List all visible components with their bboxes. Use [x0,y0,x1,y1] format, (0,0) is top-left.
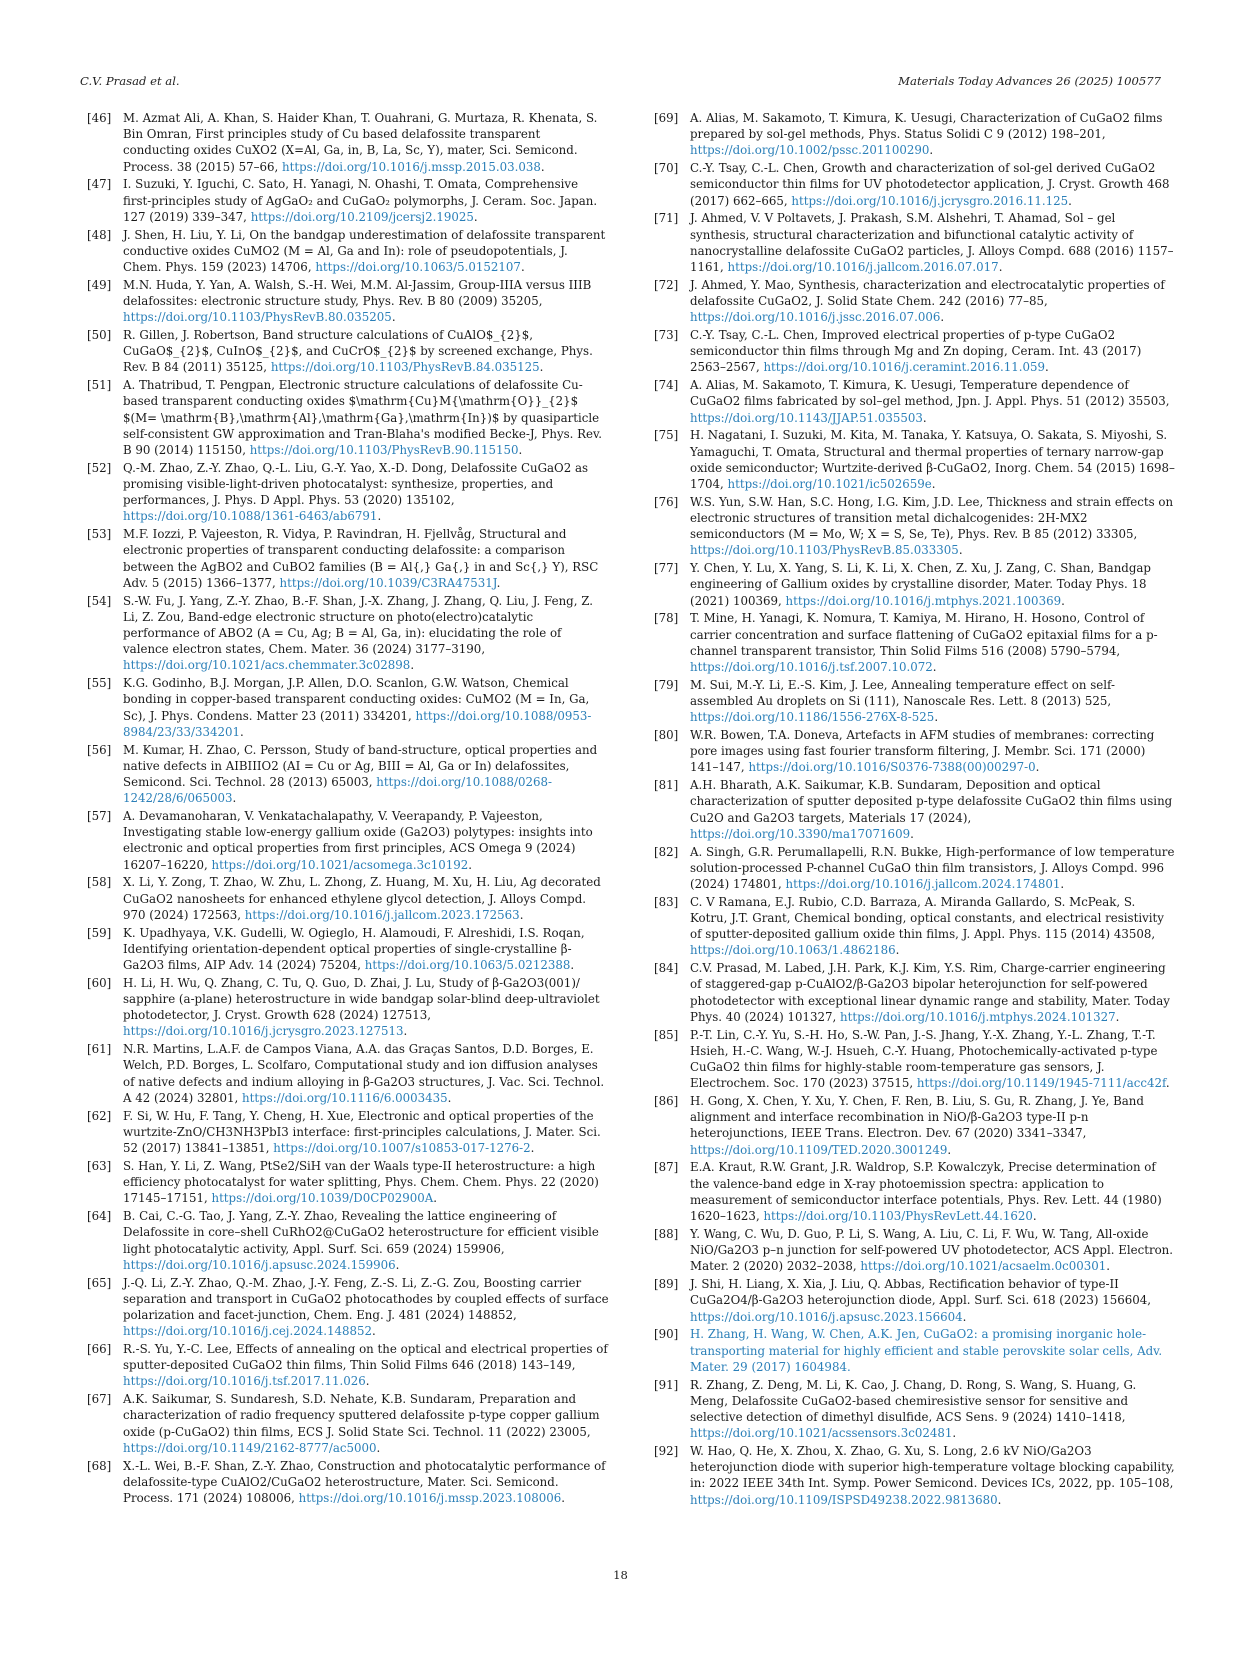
doi-link[interactable]: https://doi.org/10.1021/acs.chemmater.3c02898 [123,658,411,673]
doi-link[interactable]: https://doi.org/10.1021/acsaelm.0c00301 [860,1259,1107,1274]
doi-link[interactable]: https://doi.org/10.1016/j.apsusc.2023.156604 [690,1309,963,1324]
reference-end-punctuation: . [403,1024,408,1039]
reference-text: A. Singh, G.R. Perumallapelli, R.N. Bukke, High-performance of low temperature solution-processed P-channel CuGaO thin film transistors, J. Alloys Compd. 996 (2024) 174801, [690,844,1175,892]
reference-text[interactable]: H. Zhang, H. Wang, W. Chen, A.K. Jen, CuGaO2: a promising inorganic hole-transporting material for highly efficient and stable perovskite solar cells, Adv. Mater. 29 (2017) 1604984. [690,1327,1163,1374]
reference-item [87,925,609,974]
reference-item [87,176,609,225]
reference-end-punctuation: . [540,159,545,174]
reference-end-punctuation: . [1068,193,1072,208]
doi-link[interactable]: https://doi.org/10.1088/0268-1242/28/6/065003 [123,775,553,806]
reference-end-punctuation: . [940,310,945,325]
reference-number: [64] [87,1209,112,1224]
reference-number: [68] [87,1458,112,1473]
doi-link[interactable]: https://doi.org/10.1016/j.tsf.2007.10.072 [690,660,933,675]
reference-end-punctuation: . [433,1191,438,1206]
reference-end-punctuation: . [391,310,396,325]
reference-text: S. Han, Y. Li, Z. Wang, PtSe2/SiH van der Waals type-II heterostructure: a high efficiency photocatalyst for water splitting, Phys. Chem. Chem. Phys. 22 (2020) 17145–17151, [123,1158,599,1206]
reference-end-punctuation: . [410,658,415,673]
reference-end-punctuation: . [958,543,963,558]
doi-link[interactable]: https://doi.org/10.1103/PhysRevB.80.035205 [123,310,392,325]
doi-link[interactable]: https://doi.org/10.1016/j.mssp.2023.108006 [298,1490,562,1505]
reference-number: [62] [87,1108,112,1123]
reference-item [654,377,1176,426]
reference-item [654,427,1176,492]
reference-text: Y. Wang, C. Wu, D. Guo, P. Li, S. Wang, A. Liu, C. Li, F. Wu, W. Tang, All-oxide NiO/Ga2O3 p–n junction for self-powered UV photodetector, ACS Appl. Electron. Mater. 2 (2020) 2032–2038, [690,1226,1174,1274]
page-number: 18 [613,1568,628,1582]
doi-link[interactable]: https://doi.org/10.1149/2162-8777/ac5000 [123,1440,377,1455]
reference-number: [65] [87,1275,112,1290]
reference-item [654,844,1176,893]
reference-text: B. Cai, C.-G. Tao, J. Yang, Z.-Y. Zhao, Revealing the lattice engineering of Delafossite in core–shell CuRhO2@CuGaO2 heterostructure for efficient visible light photocatalytic activity, Appl. Surf. Sci. 659 (2024) 159906, [123,1209,599,1256]
reference-text: W.S. Yun, S.W. Han, S.C. Hong, I.G. Kim, J.D. Lee, Thickness and strain effects on electronic structures of transition metal dichalcogenides: 2H-MX2 semiconductors (M = Mo, W; X = S, Se, Te), Phys. Rev. B 85 (2012) 33305, [690,494,1174,542]
reference-item [654,494,1176,559]
doi-link[interactable]: https://doi.org/10.1016/j.jallcom.2016.07.017 [727,260,999,275]
doi-link[interactable]: https://doi.org/10.1063/5.0212388 [364,958,571,973]
reference-number: [57] [87,809,112,824]
reference-number: [83] [654,894,679,909]
doi-link[interactable]: https://doi.org/10.1016/j.apsusc.2024.159906 [123,1257,396,1272]
doi-link[interactable]: https://doi.org/10.1149/1945-7111/acc42f [916,1076,1166,1091]
reference-item [654,160,1176,209]
reference-text: C.-Y. Tsay, C.-L. Chen, Improved electrical properties of p-type CuGaO2 semiconductor thin films through Mg and Zn doping, Ceram. Int. 43 (2017) 2563–2567, [690,328,1142,375]
reference-item [87,1391,609,1456]
reference-text: M. Kumar, H. Zhao, C. Persson, Study of band-structure, optical properties and native defects in AIBIIIO2 (AI = Cu or Ag, BIII = Al, Ga or In) delafossites, Semicond. Sci. Technol. 28 (2013) 65003, [123,742,598,790]
reference-number: [55] [87,676,112,691]
reference-number: [63] [87,1158,112,1173]
doi-link[interactable]: https://doi.org/10.1016/j.jallcom.2023.172563 [244,907,520,922]
reference-number: [48] [87,227,112,242]
reference-number: [90] [654,1327,679,1342]
reference-end-punctuation: . [1115,1009,1120,1024]
reference-item [87,593,609,674]
reference-end-punctuation: . [998,260,1003,275]
reference-number: [67] [87,1392,112,1407]
reference-item [654,960,1176,1025]
reference-end-punctuation: . [496,575,501,590]
reference-item [87,327,609,376]
reference-number: [59] [87,925,112,940]
doi-link[interactable]: https://doi.org/10.1063/5.0152107 [315,260,521,275]
doi-link[interactable]: https://doi.org/10.1039/C3RA47531J [279,575,497,590]
reference-number: [74] [654,378,679,393]
reference-end-punctuation: . [947,1142,952,1157]
doi-link[interactable]: https://doi.org/10.1021/acsomega.3c10192 [211,857,469,872]
reference-end-punctuation: . [519,907,524,922]
reference-text: H. Nagatani, I. Suzuki, M. Kita, M. Tanaka, Y. Katsuya, O. Sakata, S. Miyoshi, S. Yamaguchi, T. Omata, Structural and thermal properties of ternary narrow-gap oxide semiconductor; Wurtzite-derived β-CuGaO2, Inorg. Chem. 54 (2015) 1698–1704, [690,428,1175,492]
doi-link[interactable]: https://doi.org/10.1002/pssc.201100290 [690,143,930,158]
reference-item [654,1377,1176,1442]
reference-text: C. V Ramana, E.J. Rubio, C.D. Barraza, A. Miranda Gallardo, S. McPeak, S. Kotru, J.T. Grant, Chemical bonding, optical constants, and electrical resistivity of sputter-deposited gallium oxide thin films, J. Appl. Phys. 115 (2014) 43508, [690,894,1164,942]
reference-number: [77] [654,561,679,576]
doi-link[interactable]: https://doi.org/10.1016/j.jallcom.2024.174801 [785,877,1061,892]
reference-text: M. Azmat Ali, A. Khan, S. Haider Khan, T. Ouahrani, G. Murtaza, R. Khenata, S. Bin Omran, First principles study of Cu based delafossite transparent conducting oxides CuXO2 (X=Al, Ga, in, B, La, Sc, Y), mater, Sci. Semicond. Process. 38 (2015) 57–66, [123,111,598,174]
reference-item [87,808,609,873]
reference-text: X.-L. Wei, B.-F. Shan, Z.-Y. Zhao, Construction and photocatalytic performance of delafossite-type CuAlO2/CuGaO2 heterostructure, Mater. Sci. Semicond. Process. 171 (2024) 108006, [123,1458,606,1505]
reference-end-punctuation: . [931,477,936,492]
reference-end-punctuation: . [997,1492,1002,1507]
reference-text: M.F. Iozzi, P. Vajeeston, R. Vidya, P. Ravindran, H. Fjellvåg, Structural and electronic properties of transparent conducting delafossite: a comparison between the AgBO2 and CuBO2 families (B = Al{,} Ga{,} in and Sc{,} Y), RSC Adv. 5 (2015) 1366–1377, [123,527,599,590]
reference-text: J. Ahmed, V. V Poltavets, J. Prakash, S.M. Alshehri, T. Ahamad, Sol – gel synthesis, structural characterization and bifunctional catalytic activity of nanocrystalline delafossite CuGaO2 particles, J. Alloys Compd. 688 (2016) 1157–1161, [690,211,1174,275]
reference-item [654,727,1176,776]
reference-item [654,210,1176,275]
reference-item [654,277,1176,326]
reference-end-punctuation: . [1106,1259,1110,1274]
reference-number: [53] [87,527,112,542]
reference-end-punctuation: . [376,1440,381,1455]
reference-number: [56] [87,742,112,757]
reference-text: Y. Chen, Y. Lu, X. Yang, S. Li, K. Li, X. Chen, Z. Xu, J. Zang, C. Shan, Bandgap engineering of Gallium oxides by crystalline disorder, Mater. Today Phys. 18 (2021) 100369, [690,561,1151,608]
reference-item [87,1208,609,1273]
reference-text: W. Hao, Q. He, X. Zhou, X. Zhao, G. Xu, S. Long, 2.6 kV NiO/Ga2O3 heterojunction diode with superior high-temperature voltage blocking capability, in: 2022 IEEE 34th Int. Symp. Power Semicond. Devices ICs, 2022, pp. 105–108, [690,1443,1175,1491]
reference-text: M.N. Huda, Y. Yan, A. Walsh, S.-H. Wei, M.M. Al-Jassim, Group-IIIA versus IIIB delafossites: electronic structure study, Phys. Rev. B 80 (2009) 35205, [123,277,592,309]
doi-link[interactable]: https://doi.org/10.2109/jcersj2.19025 [250,209,474,224]
doi-link[interactable]: https://doi.org/10.3390/ma17071609 [690,826,911,841]
doi-link[interactable]: https://doi.org/10.1016/j.jcrysgro.2016.11.125 [791,193,1069,208]
reference-text: R. Gillen, J. Robertson, Band structure calculations of CuAlO$_{2}$, CuGaO$_{2}$, CuInO$_{2}$, and CuCrO$_{2}$ by screened exchange, Phys. Rev. B 84 (2011) 35125, [123,328,593,375]
reference-end-punctuation: . [539,360,544,375]
reference-number: [82] [654,844,679,859]
reference-number: [76] [654,494,679,509]
reference-end-punctuation: . [934,710,939,725]
reference-number: [52] [87,460,112,475]
reference-end-punctuation: . [232,791,237,806]
reference-item [654,610,1176,675]
reference-text: F. Si, W. Hu, F. Tang, Y. Cheng, H. Xue, Electronic and optical properties of the wurtzite-ZnO/CH3NH3PbI3 interface: first-principles calculations, J. Mater. Sci. 52 (2017) 13841–13851, [123,1108,601,1156]
reference-item [654,327,1176,376]
doi-link[interactable]: https://doi.org/10.1021/acssensors.3c02481 [690,1426,953,1441]
doi-link[interactable]: https://doi.org/10.1116/6.0003435 [242,1090,448,1105]
reference-item [87,277,609,326]
reference-item [654,560,1176,609]
doi-link[interactable]: https://doi.org/10.1016/j.ceramint.2016.11.059 [763,360,1046,375]
reference-number: [70] [654,161,679,176]
reference-end-punctuation: . [1035,760,1040,775]
reference-end-punctuation: . [518,443,523,458]
reference-item [87,1458,609,1507]
references-column-right [654,110,1176,1509]
doi-link[interactable]: https://doi.org/10.1109/TED.2020.3001249 [690,1142,948,1157]
references-column-left [87,110,609,1508]
doi-link[interactable]: https://doi.org/10.1063/1.4862186 [690,943,896,958]
reference-item [654,777,1176,842]
reference-text: K.G. Godinho, B.J. Morgan, J.P. Allen, D.O. Scanlon, G.W. Watson, Chemical bonding in copper-based transparent conducting oxides: CuMO2 (M = In, Ga, Sc), J. Phys. Condens. Matter 23 (2011) 334201, [123,676,590,723]
reference-item [87,874,609,923]
reference-text: M. Sui, M.-Y. Li, E.-S. Kim, J. Lee, Annealing temperature effect on self-assembled Au droplets on Si (111), Nanoscale Res. Lett. 8 (2013) 525, [690,677,1115,709]
reference-end-punctuation: . [929,143,934,158]
doi-link[interactable]: https://doi.org/10.1016/j.mtphys.2021.100369 [785,593,1062,608]
reference-end-punctuation: . [910,826,914,841]
doi-link[interactable]: https://doi.org/10.1016/j.jssc.2016.07.006 [690,310,941,325]
reference-end-punctuation: . [240,724,244,739]
reference-number: [73] [654,328,679,343]
reference-item [654,110,1176,159]
doi-link[interactable]: https://doi.org/10.1088/1361-6463/ab6791 [123,509,378,524]
reference-item [87,1041,609,1106]
reference-text: A.H. Bharath, A.K. Saikumar, K.B. Sundaram, Deposition and optical characterization of sputter deposited p-type delafossite CuGaO2 thin films using Cu2O and Ga2O3 targets, Materials 17 (2024), [690,778,1173,825]
reference-end-punctuation: . [1061,593,1065,608]
reference-number: [61] [87,1042,112,1057]
reference-end-punctuation: . [377,509,382,524]
reference-end-punctuation: . [530,1141,535,1156]
reference-item [87,675,609,740]
reference-text: I. Suzuki, Y. Iguchi, C. Sato, H. Yanagi, N. Ohashi, T. Omata, Comprehensive first-principles study of AgGaO₂ and CuGaO₂ polymorphs, J. Ceram. Soc. Japan. 127 (2019) 339–347, [123,177,598,224]
reference-end-punctuation: . [447,1090,452,1105]
reference-number: [75] [654,428,679,443]
reference-item [87,377,609,458]
reference-text: J. Shi, H. Liang, X. Xia, J. Liu, Q. Abbas, Rectification behavior of type-II CuGa2O4/β-Ga2O3 heterojunction diode, Appl. Surf. Sci. 618 (2023) 156604, [690,1277,1152,1308]
reference-item [87,526,609,591]
reference-end-punctuation: . [365,1374,370,1389]
reference-number: [91] [654,1377,679,1392]
doi-link[interactable]: https://doi.org/10.1016/j.jcrysgro.2023.127513 [123,1024,404,1039]
reference-end-punctuation: . [468,857,472,872]
running-header-journal: Materials Today Advances 26 (2025) 100577 [898,74,1161,88]
reference-text: H. Gong, X. Chen, Y. Xu, Y. Chen, F. Ren, B. Liu, S. Gu, R. Zhang, J. Ye, Band alignment and interface recombination in NiO/β-Ga2O3 type-II p-n heterojunctions, IEEE Trans. Electron. Dev. 67 (2020) 3341–3347, [690,1094,1144,1141]
reference-end-punctuation: . [922,410,927,425]
doi-link[interactable]: https://doi.org/10.1143/JJAP.51.035503 [690,410,923,425]
reference-number: [51] [87,378,112,393]
reference-item [87,1341,609,1390]
doi-link[interactable]: https://doi.org/10.1007/s10853-017-1276-2 [273,1141,531,1156]
reference-text: C.-Y. Tsay, C.-L. Chen, Growth and characterization of sol-gel derived CuGaO2 semiconductor thin films for UV photodetector application, J. Cryst. Growth 468 (2017) 662–665, [690,161,1170,208]
reference-text: R.-S. Yu, Y.-C. Lee, Effects of annealing on the optical and electrical properties of sputter-deposited CuGaO2 thin films, Thin Solid Films 646 (2018) 143–149, [123,1341,608,1373]
reference-text: A.K. Saikumar, S. Sundaresh, S.D. Nehate, K.B. Sundaram, Preparation and characterization of radio frequency sputtered delafossite p-type copper gallium oxide (p-CuGaO2) thin films, ECS J. Solid State Sci. Technol. 11 (2022) 23005, [123,1392,600,1439]
reference-text: A. Alias, M. Sakamoto, T. Kimura, K. Uesugi, Temperature dependence of CuGaO2 films fabricated by sol–gel method, Jpn. J. Appl. Phys. 51 (2012) 35503, [690,378,1170,409]
reference-end-punctuation: . [561,1490,566,1505]
reference-text: J. Ahmed, Y. Mao, Synthesis, characterization and electrocatalytic properties of delafossite CuGaO2, J. Solid State Chem. 242 (2016) 77–85, [690,277,1165,309]
reference-text: T. Mine, H. Yanagi, K. Nomura, T. Kamiya, M. Hirano, H. Hosono, Control of carrier concentration and surface flattening of CuGaO2 epitaxial films for a p-channel transparent transistor, Thin Solid Films 516 (2008) 5790–5794, [690,611,1158,658]
reference-end-punctuation: . [952,1426,957,1441]
doi-link[interactable]: https://doi.org/10.1016/j.cej.2024.148852 [123,1324,373,1339]
reference-number: [54] [87,593,112,608]
doi-link[interactable]: https://doi.org/10.1039/D0CP02900A [211,1191,434,1206]
reference-text: P.-T. Lin, C.-Y. Yu, S.-H. Ho, S.-W. Pan, J.-S. Jhang, Y.-X. Zhang, Y.-L. Zhang, T.-T. Hsieh, H.-C. Wang, W.-J. Hsueh, C.-Y. Huang, Photochemically-activated p-type CuGaO2 thin films for highly-stable room-temperature gas sensors, J. Electrochem. Soc. 170 (2023) 37515, [690,1027,1158,1091]
reference-number: [79] [654,677,679,692]
doi-link[interactable]: https://doi.org/10.1103/PhysRevB.90.115150 [249,443,519,458]
reference-item [87,1275,609,1340]
reference-end-punctuation: . [1060,877,1065,892]
reference-number: [60] [87,975,112,990]
doi-link[interactable]: https://doi.org/10.1016/j.tsf.2017.11.026 [123,1374,366,1389]
reference-number: [49] [87,277,112,292]
reference-end-punctuation: . [1045,360,1049,375]
reference-item [654,1093,1176,1158]
reference-number: [84] [654,961,679,976]
reference-number: [80] [654,728,679,743]
reference-item [87,975,609,1040]
reference-end-punctuation: . [962,1309,967,1324]
reference-item [87,742,609,807]
reference-item [654,894,1176,959]
reference-number: [85] [654,1027,679,1042]
reference-number: [72] [654,277,679,292]
reference-number: [81] [654,778,679,793]
reference-number: [47] [87,177,112,192]
reference-end-punctuation: . [1032,1209,1037,1224]
reference-item [87,460,609,525]
reference-number: [46] [87,111,112,125]
reference-text: A. Thatribud, T. Pengpan, Electronic structure calculations of delafossite Cu-based transparent conducting oxides $\mathrm{Cu}M{\mathrm{O}}_{2}$ $(M= \mathrm{B},\mathrm{Al},\mathrm{Ga},\mathrm{In})$ by quasiparticle self-consistent GW approximation and Tran-Blaha's modified Becke-J, Phys. Rev. B 90 (2014) 115150, [123,378,603,458]
doi-link[interactable]: https://doi.org/10.1103/PhysRevB.84.035125 [270,360,540,375]
reference-end-punctuation: . [520,260,525,275]
doi-link[interactable]: https://doi.org/10.1016/j.mssp.2015.03.038 [282,159,541,174]
running-header-authors: C.V. Prasad et al. [80,74,180,88]
reference-item [654,1276,1176,1325]
doi-link[interactable]: https://doi.org/10.1103/PhysRevB.85.033305 [690,543,959,558]
reference-item [654,677,1176,726]
reference-item [654,1159,1176,1224]
doi-link[interactable]: https://doi.org/10.1021/ic502659e [727,477,932,492]
reference-number: [89] [654,1277,679,1292]
doi-link[interactable]: https://doi.org/10.1016/S0376-7388(00)00297-0 [748,760,1036,775]
reference-number: [58] [87,875,112,890]
reference-text: R. Zhang, Z. Deng, M. Li, K. Cao, J. Chang, D. Rong, S. Wang, S. Huang, G. Meng, Delafossite CuGaO2-based chemiresistive sensor for sensitive and selective detection of dimethyl disulfide, ACS Sens. 9 (2024) 1410–1418, [690,1377,1137,1424]
reference-number: [50] [87,328,112,343]
reference-text: J.-Q. Li, Z.-Y. Zhao, Q.-M. Zhao, J.-Y. Feng, Z.-S. Li, Z.-G. Zou, Boosting carrier separation and transport in CuGaO2 photocathodes by coupled effects of surface polarization and facet-junction, Chem. Eng. J. 481 (2024) 148852, [123,1275,609,1322]
reference-end-punctuation: . [395,1257,400,1272]
reference-number: [78] [654,611,679,626]
reference-text: A. Devamanoharan, V. Venkatachalapathy, V. Veerapandy, P. Vajeeston, Investigating stable low-energy gallium oxide (Ga2O3) polytypes: insights into electronic and optical properties from first principles, ACS Omega 9 (2024) 16207–16220, [123,809,593,872]
reference-number: [66] [87,1341,112,1356]
reference-item [654,1326,1176,1375]
doi-link[interactable]: https://doi.org/10.1088/0953-8984/23/33/334201 [123,708,592,739]
reference-item [87,1158,609,1207]
doi-link[interactable]: https://doi.org/10.1016/j.mtphys.2024.101327 [840,1009,1116,1024]
reference-item [87,110,609,175]
reference-text: C.V. Prasad, M. Labed, J.H. Park, K.J. Kim, Y.S. Rim, Charge-carrier engineering of staggered-gap p-CuAlO2/β-Ga2O3 bipolar heterojunction for self-powered photodetector with exceptional linear dynamic range and stability, Mater. Today Phys. 40 (2024) 101327, [690,961,1170,1024]
reference-item [87,227,609,276]
reference-text: J. Shen, H. Liu, Y. Li, On the bandgap underestimation of delafossite transparent conductive oxides CuMO2 (M = Al, Ga and In): role of pseudopotentials, J. Chem. Phys. 159 (2023) 14706, [123,227,606,275]
reference-text: E.A. Kraut, R.W. Grant, J.R. Waldrop, S.P. Kowalczyk, Precise determination of the valence-band edge in X-ray photoemission spectra: application to measurement of semiconductor interface potentials, Phys. Rev. Lett. 44 (1980) 1620–1623, [690,1160,1162,1224]
reference-item [654,1443,1176,1508]
reference-end-punctuation: . [895,943,900,958]
reference-text: X. Li, Y. Zong, T. Zhao, W. Zhu, L. Zhong, Z. Huang, M. Xu, H. Liu, Ag decorated CuGaO2 nanosheets for enhanced ethylene glycol detection, J. Alloys Compd. 970 (2024) 172563, [123,875,601,922]
reference-number: [92] [654,1443,679,1458]
reference-text: A. Alias, M. Sakamoto, T. Kimura, K. Uesugi, Characterization of CuGaO2 films prepared by sol-gel methods, Phys. Status Solidi C 9 (2012) 198–201, [690,111,1163,142]
reference-end-punctuation: . [1165,1076,1170,1091]
reference-text: Q.-M. Zhao, Z.-Y. Zhao, Q.-L. Liu, G.-Y. Yao, X.-D. Dong, Delafossite CuGaO2 as promising visible-light-driven photocatalyst: synthesize, properties, and performances, J. Phys. D Appl. Phys. 53 (2020) 135102, [123,460,589,508]
doi-link[interactable]: https://doi.org/10.1103/PhysRevLett.44.1620 [763,1209,1033,1224]
reference-text: N.R. Martins, L.A.F. de Campos Viana, A.A. das Graças Santos, D.D. Borges, E. Welch, P.D. Borges, L. Scolfaro, Computational study and ion diffusion analyses of native defects and indium alloying in β-Ga2O3 structures, J. Vac. Sci. Technol. A 42 (2024) 32801, [123,1042,605,1105]
reference-end-punctuation: . [372,1324,376,1339]
reference-text: S.-W. Fu, J. Yang, Z.-Y. Zhao, B.-F. Shan, J.-X. Zhang, J. Zhang, Q. Liu, J. Feng, Z. Li, Z. Zou, Band-edge electronic structure on photo(electro)catalytic performance of ABO2 (A = Cu, Ag; B = Al, Ga, in): elucidating the role of valence electron states, Chem. Mater. 36 (2024) 3177–3190, [123,593,593,657]
reference-number: [86] [654,1094,679,1109]
reference-text: W.R. Bowen, T.A. Doneva, Artefacts in AFM studies of membranes: correcting pore images using fast fourier transform filtering, J. Membr. Sci. 171 (2000) 141–147, [690,728,1155,775]
reference-number: [71] [654,211,679,226]
doi-link[interactable]: https://doi.org/10.1109/ISPSD49238.2022.9813680 [690,1492,998,1507]
reference-item [654,1027,1176,1092]
reference-text: K. Upadhyaya, V.K. Gudelli, W. Ogieglo, H. Alamoudi, F. Alreshidi, I.S. Roqan, Identifying orientation-dependent optical properties of single-crystalline β-Ga2O3 films, AIP Adv. 14 (2024) 75204, [123,925,585,973]
reference-number: [69] [654,111,679,125]
reference-number: [88] [654,1226,679,1241]
reference-item [87,1108,609,1157]
reference-text: H. Li, H. Wu, Q. Zhang, C. Tu, Q. Guo, D. Zhai, J. Lu, Study of β-Ga2O3(001)/ sapphire (a-plane) heterostructure in wide bandgap solar-blind deep-ultraviolet photodetector, J. Cryst. Growth 628 (2024) 127513, [123,975,600,1023]
reference-item [654,1226,1176,1275]
reference-number: [87] [654,1160,679,1175]
reference-end-punctuation: . [932,660,937,675]
reference-end-punctuation: . [473,209,478,224]
reference-end-punctuation: . [570,958,575,973]
doi-link[interactable]: https://doi.org/10.1186/1556-276X-8-525 [690,710,935,725]
